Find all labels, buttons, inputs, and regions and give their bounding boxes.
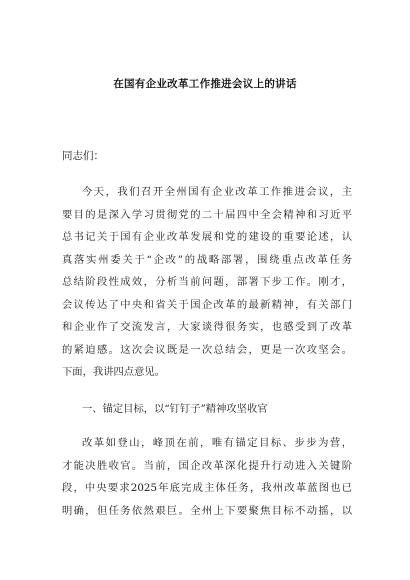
paragraph-section-one xyxy=(62,432,352,522)
paragraph-line: 会议传达了中央和省关于国企改革的最新精神，有关部门 xyxy=(62,298,352,311)
paragraph-line: 和企业作了交流发言，大家谈得很务实，也感受到了改革 xyxy=(62,321,352,333)
paragraph-line: 的紧迫感。这次会议既是一次总结会，更是一次攻坚会。 xyxy=(62,343,352,356)
paragraph-line: 今天，我们召开全州国有企业改革工作推进会议，主 xyxy=(82,186,352,198)
paragraph-line: 下面，我讲四点意见。 xyxy=(62,366,165,378)
paragraph-line: 才能决胜收官。当前，国企改革深化提升行动进入关键阶 xyxy=(62,459,352,472)
paragraph-line: 段，中央要求2025年底完成主体任务，我州改革蓝图也已 xyxy=(62,482,352,494)
paragraph-intro xyxy=(62,181,352,384)
paragraph-line: 要目的是深入学习贯彻党的二十届四中全会精神和习近平 xyxy=(62,208,352,221)
paragraph-line: 真落实州委关于“企改”的战略部署，围绕重点改革任务 xyxy=(62,253,352,266)
paragraph-line: 总书记关于国有企业改革发展和党的建设的重要论述，认 xyxy=(62,231,352,243)
document-title: 在国有企业改革工作推进会议上的讲话 xyxy=(113,78,297,90)
paragraph-line: 总结阶段性成效，分析当前问题，部署下步工作。刚才， xyxy=(62,276,352,288)
paragraph-line: 明确，但任务依然艰巨。全州上下要聚焦目标不动摇，以 xyxy=(62,504,352,517)
salutation: 同志们： xyxy=(62,150,104,162)
paragraph-line: 改革如登山，峰顶在前，唯有锚定目标、步步为营， xyxy=(82,437,352,449)
section-heading: 一、锚定目标，以“钉钉子”精神攻坚收官 xyxy=(82,403,268,415)
